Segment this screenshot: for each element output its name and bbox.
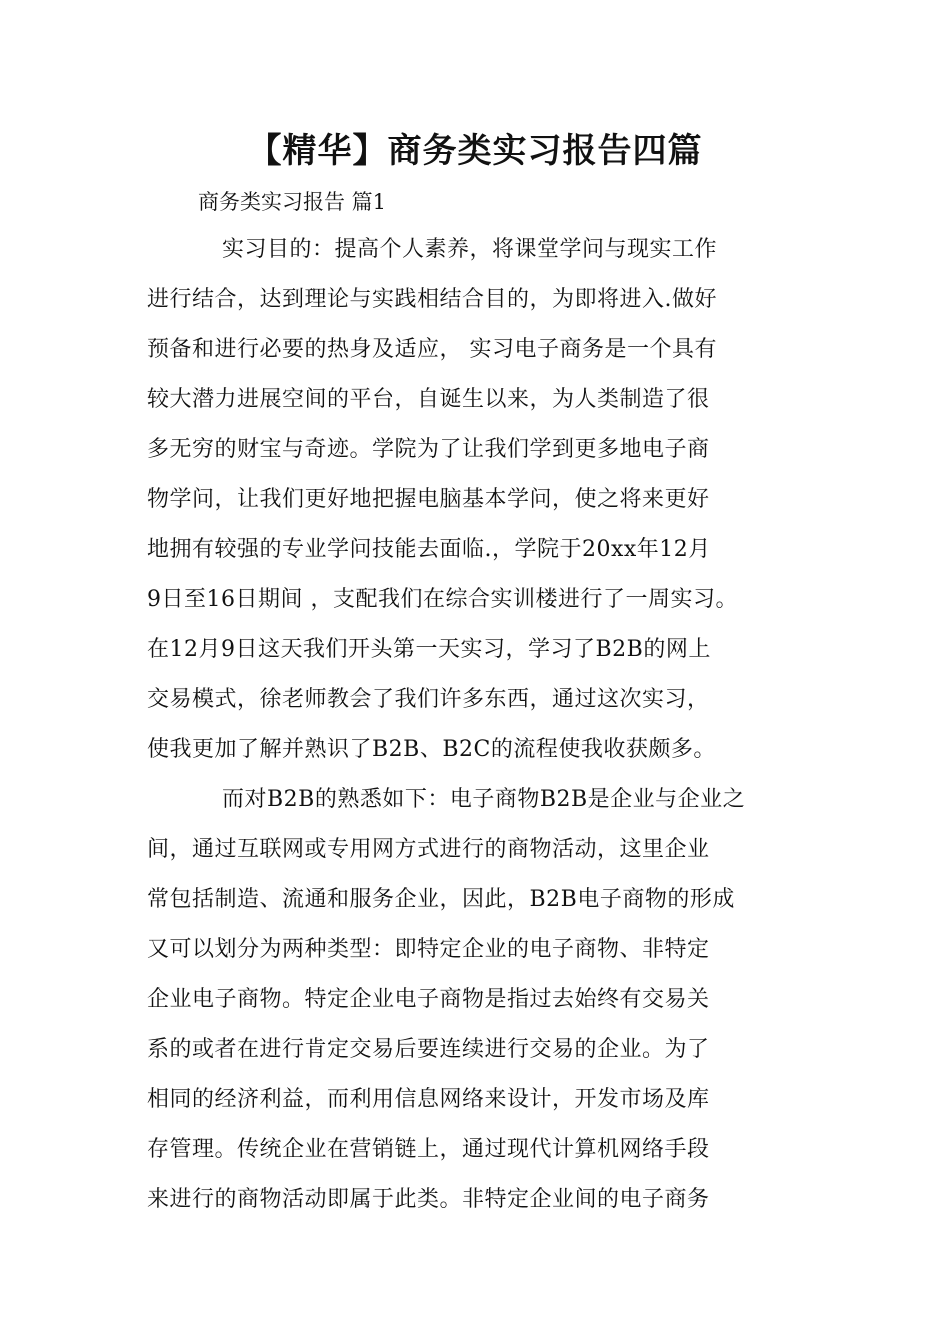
paragraph-line: 实习目的：提高个人素养，将课堂学问与现实工作 [222, 237, 718, 262]
paragraph-line: 物学问，让我们更好地把握电脑基本学问，使之将来更好 [147, 487, 710, 512]
paragraph-line: 间，通过互联网或专用网方式进行的商物活动，这里企业 [147, 837, 710, 862]
paragraph-line: 进行结合，达到理论与实践相结合目的，为即将进入.做好 [147, 287, 717, 312]
paragraph-line: 系的或者在进行肯定交易后要连续进行交易的企业。为了 [147, 1037, 710, 1062]
paragraph-line: 使我更加了解并熟识了B2B、B2C的流程使我收获颇多。 [147, 737, 716, 762]
paragraph-line: 9日至16日期间 ，支配我们在综合实训楼进行了一周实习。 [147, 587, 738, 612]
paragraph-line: 来进行的商物活动即属于此类。非特定企业间的电子商务 [147, 1187, 710, 1212]
paragraph-line: 在12月9日这天我们开头第一天实习，学习了B2B的网上 [147, 637, 711, 662]
document-subtitle: 商务类实习报告 篇1 [198, 190, 387, 214]
paragraph-line: 而对B2B的熟悉如下：电子商物B2B是企业与企业之 [222, 787, 746, 812]
paragraph-line: 交易模式，徐老师教会了我们许多东西，通过这次实习， [147, 687, 710, 712]
paragraph-line: 多无穷的财宝与奇迹。学院为了让我们学到更多地电子商 [147, 437, 710, 462]
paragraph-line: 预备和进行必要的热身及适应， 实习电子商务是一个具有 [147, 337, 717, 362]
paragraph-line: 常包括制造、流通和服务企业，因此，B2B电子商物的形成 [147, 887, 735, 912]
paragraph-line: 存管理。传统企业在营销链上，通过现代计算机网络手段 [147, 1137, 710, 1162]
paragraph-line: 企业电子商物。特定企业电子商物是指过去始终有交易关 [147, 987, 710, 1012]
paragraph-line: 相同的经济利益，而利用信息网络来设计，开发市场及库 [147, 1087, 710, 1112]
paragraph-line: 较大潜力进展空间的平台，自诞生以来，为人类制造了很 [147, 387, 710, 412]
paragraph-line: 地拥有较强的专业学问技能去面临.，学院于20xx年12月 [147, 537, 711, 562]
paragraph-line: 又可以划分为两种类型：即特定企业的电子商物、非特定 [147, 937, 710, 962]
document-title: 【精华】商务类实习报告四篇 [247, 131, 703, 171]
